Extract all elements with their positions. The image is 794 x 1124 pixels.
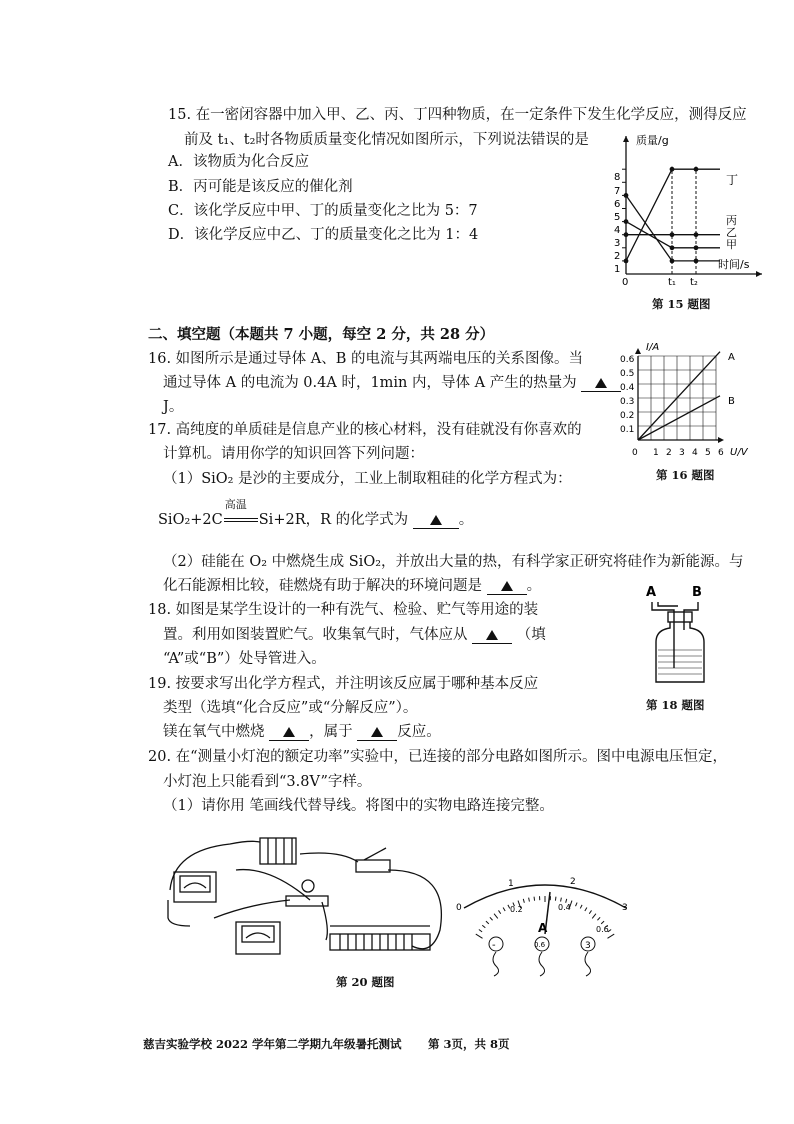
q16-chart-xlabel: U/V: [730, 447, 748, 458]
q16-line1: 16. 如图所示是通过导体 A、B 的电流与其两端电压的关系图像。当: [148, 351, 584, 367]
q17-equation: [158, 498, 474, 529]
q16-chart-xtick-0: 0: [632, 448, 638, 458]
q15-point-丙-0: [624, 232, 629, 237]
q20-dial-bottom-0.6: 0.6: [596, 925, 609, 934]
q15-option-b: B．丙可能是该反应的催化剂: [168, 179, 353, 195]
q15-point-丁-0: [624, 259, 629, 264]
q17-sub2b-end: 。: [526, 578, 542, 594]
q17-line1: 17. 高纯度的单质硅是信息产业的核心材料，没有硅就没有你喜欢的: [148, 422, 582, 438]
q16-chart-xtick-3: 3: [679, 448, 685, 458]
q16-chart-ytick-0.2: 0.2: [620, 411, 635, 421]
q19-answer-blank-2[interactable]: [357, 724, 397, 741]
q15-stem-line2: 前及 t₁、t₂时各物质质量变化情况如图所示，下列说法错误的是: [184, 132, 589, 148]
answer-triangle-icon: [430, 515, 442, 525]
q17-sub2b-text: 化石能源相比较，硅燃烧有助于解决的环境问题是: [163, 578, 482, 594]
q17-eq-end: 。: [458, 512, 474, 528]
answer-triangle-icon: [595, 378, 607, 388]
q20-battery: [260, 838, 296, 864]
q20-wire: [300, 853, 358, 862]
q15-point-乙-2: [694, 245, 699, 250]
q20-dial-top-3: 3: [622, 903, 628, 913]
q20-dial-tick: [561, 898, 562, 902]
q16-line2: [163, 371, 621, 392]
q16-chart-ylabel: I/A: [646, 342, 660, 353]
q20-lead-wire: [493, 952, 499, 976]
q20-line2: 小灯泡上只能看到“3.8V”字样。: [163, 774, 372, 790]
q18-line2-text: 置。利用如图装置贮气。收集氧气时，气体应从: [163, 627, 468, 643]
q18-line2: [163, 623, 546, 644]
q20-ammeter-dial: [450, 868, 640, 978]
q20-sub1: （1）请你用 笔画线代替导线。将图中的实物电路连接完整。: [163, 798, 554, 814]
q15-chart-ytick-5: 5: [614, 212, 621, 223]
q15-chart-xlabel: 时间/s: [718, 258, 750, 271]
q20-dial-tick: [479, 930, 482, 932]
q17-answer-blank-1[interactable]: [413, 512, 459, 529]
q15-chart-ytick-7: 7: [614, 186, 621, 197]
q20-dial-tick: [482, 925, 485, 928]
q20-caption: 第 20 题图: [336, 975, 395, 989]
q20-dial-top-2: 2: [570, 877, 576, 887]
q18-line2-tail: （填: [516, 627, 546, 643]
q20-dial-bottom-0.4: 0.4: [558, 903, 571, 912]
q20-dial-tick: [503, 908, 505, 911]
q15-chart-axes: [623, 136, 762, 277]
q20-dial-unit: A: [538, 921, 548, 935]
q16-y-arrow: [635, 348, 641, 354]
q15-point-丙-2: [694, 232, 699, 237]
q20-wire: [214, 900, 290, 918]
q15-chart-xtick-t1: t₁: [668, 277, 676, 288]
q20-lead-wire: [539, 952, 545, 976]
q15-chart-ytick-2: 2: [614, 251, 621, 262]
q15-chart-label-jia: 甲: [726, 238, 737, 251]
q19-line3: [163, 720, 441, 741]
q16-chart-ytick-0.4: 0.4: [620, 383, 635, 393]
q17-sub1: （1）SiO₂ 是沙的主要成分，工业上制取粗硅的化学方程式为：: [163, 471, 572, 487]
q20-dial-tick: [576, 903, 578, 907]
q15-series-line-甲: [626, 195, 720, 261]
q16-chart-ytick-0.1: 0.1: [620, 425, 635, 435]
q19-line1: 19. 按要求写出化学方程式，并注明该反应属于哪种基本反应: [148, 676, 539, 692]
q17-sub2b: [163, 574, 541, 595]
q17-line2: 计算机。请用你学的知识回答下列问题：: [163, 446, 424, 462]
q20-dial-tick: [589, 910, 591, 913]
q17-eq-left: SiO₂+2C: [158, 512, 223, 528]
q18-line1: 18. 如图是某学生设计的一种有洗气、检验、贮气等用途的装: [148, 602, 539, 618]
q16-chart-label-a: A: [728, 352, 735, 363]
answer-triangle-icon: [501, 581, 513, 591]
q15-chart-ytick-8: 8: [614, 172, 621, 183]
q20-dial-tick: [523, 899, 524, 903]
q18-tube-a-inner: [658, 602, 678, 606]
q20-rheostat: [330, 926, 430, 950]
q15-point-丁-2: [694, 167, 699, 172]
q15-point-甲-1: [670, 259, 675, 264]
q20-dial-tick: [601, 921, 604, 924]
q15-option-c: C．该化学反应中甲、丁的质量变化之比为 5：7: [168, 203, 478, 219]
q20-dial-tick: [580, 905, 582, 909]
q20-ammeter: [174, 872, 216, 902]
q20-switch: [356, 848, 390, 872]
q18-stopper: [668, 612, 692, 622]
q15-chart-xtick-0: 0: [622, 277, 629, 288]
q20-lead-wire: [585, 952, 591, 976]
q19-line2: 类型（选填“化合反应”或“分解反应”）。: [163, 700, 418, 716]
q15-point-甲-2: [694, 259, 699, 264]
q15-option-a: A．该物质为化合反应: [168, 154, 309, 170]
section-2-title: 二、填空题（本题共 7 小题，每空 2 分，共 28 分）: [148, 326, 495, 343]
q16-chart-ytick-0.6: 0.6: [620, 355, 635, 365]
answer-triangle-icon: [486, 630, 498, 640]
q17-eq-arrow: [223, 498, 259, 528]
q15-chart-label-yi: 乙: [726, 226, 737, 239]
q20-dial-tick: [597, 917, 600, 920]
q15-chart-ytick-4: 4: [614, 225, 621, 236]
q20-line1: 20. 在“测量小灯泡的额定功率”实验中，已连接的部分电路如图所示。图中电源电压恒定，: [148, 749, 727, 765]
answer-triangle-icon: [283, 727, 295, 737]
q20-terminal-3-label: 3: [585, 941, 591, 951]
q20-dial-tick: [498, 910, 500, 913]
q20-circuit-diagram: [150, 830, 450, 970]
q19-answer-blank-1[interactable]: [269, 724, 309, 741]
q20-dial-tick: [534, 897, 535, 901]
q20-dial-tick: [486, 921, 489, 924]
q15-option-d: D．该化学反应中乙、丁的质量变化之比为 1：4: [168, 227, 479, 243]
q16-chart-xtick-5: 5: [705, 448, 711, 458]
q20-voltmeter: [236, 922, 280, 954]
q15-chart-ytick-1: 1: [614, 264, 621, 275]
q15-caption: 第 15 题图: [652, 297, 711, 311]
q18-gas-bottle-diagram: [632, 582, 742, 692]
q17-sub2a: （2）硅能在 O₂ 中燃烧生成 SiO₂，并放出大量的热，有科学家正研究将硅作为新能源。与: [163, 554, 744, 570]
q20-dial-bottom-0.2: 0.2: [510, 905, 523, 914]
q15-point-乙-0: [624, 219, 629, 224]
q15-point-乙-1: [670, 245, 675, 250]
q16-series-line-A: [638, 352, 720, 440]
q18-label-a: A: [646, 585, 657, 600]
q16-chart-xtick-6: 6: [718, 448, 724, 458]
q20-dial-tick: [490, 917, 493, 920]
q15-chart-label-ding: 丁: [726, 173, 739, 187]
answer-triangle-icon: [371, 727, 383, 737]
q20-dial-tick: [476, 934, 483, 938]
q19-line3-c: 反应。: [397, 724, 441, 740]
q15-stem-line1: 15. 在一密闭容器中加入甲、乙、丙、丁四种物质，在一定条件下发生化学反应，测得反应: [168, 107, 747, 123]
q17-eq-condition: 高温: [224, 498, 247, 511]
q16-line3: J。: [163, 399, 184, 415]
q18-line3: “A”或“B”）处导管进入。: [163, 651, 326, 667]
q16-series-line-B: [638, 396, 720, 440]
q20-wire: [168, 900, 190, 926]
q15-chart-label-bing: 丙: [726, 214, 737, 227]
q20-dial-top-1: 1: [508, 879, 514, 889]
q20-dial-tick: [592, 914, 596, 919]
q18-answer-blank[interactable]: [472, 627, 512, 644]
q20-wire: [322, 902, 327, 940]
q15-point-丁-1: [670, 167, 675, 172]
q19-line3-a: 镁在氧气中燃烧: [163, 724, 265, 740]
q15-point-甲-0: [624, 193, 629, 198]
q16-chart-xtick-4: 4: [692, 448, 698, 458]
q16-chart: [612, 340, 758, 458]
q20-dial-tick: [607, 934, 614, 938]
q18-label-b: B: [692, 585, 702, 600]
footer-page: 第 3页，共 8页: [428, 1037, 510, 1051]
q15-chart: [600, 128, 770, 288]
q17-eq-right: Si+2R，R 的化学式为: [258, 512, 409, 528]
q20-terminal-06-label: 0.6: [534, 941, 546, 949]
q15-chart-ytick-3: 3: [614, 238, 621, 249]
q17-answer-blank-2[interactable]: [487, 578, 527, 595]
q20-dial-tick: [494, 914, 498, 919]
q18-bottle: [656, 622, 704, 682]
q20-dial-tick: [585, 908, 587, 911]
q16-chart-xtick-1: 1: [653, 448, 659, 458]
q19-line3-b: ，属于: [309, 724, 353, 740]
q16-chart-label-b: B: [728, 396, 735, 407]
q16-caption: 第 16 题图: [656, 468, 715, 482]
q15-chart-ylabel: 质量/g: [636, 134, 669, 147]
q20-terminal-neg-label: -: [492, 940, 496, 951]
q16-chart-xtick-2: 2: [666, 448, 672, 458]
q15-point-丙-1: [670, 232, 675, 237]
q16-chart-ytick-0.5: 0.5: [620, 369, 635, 379]
q20-dial-tick: [555, 897, 556, 901]
q16-chart-ytick-0.3: 0.3: [620, 397, 635, 407]
q18-caption: 第 18 题图: [646, 698, 705, 712]
q20-dial-top-0: 0: [456, 903, 462, 913]
footer-school: 慈吉实验学校 2022 学年第二学期九年级暑托测试: [143, 1037, 402, 1051]
q20-dial-tick: [529, 898, 530, 902]
q18-tube-b: [684, 602, 698, 630]
q16-line2-text: 通过导体 A 的电流为 0.4A 时，1min 内，导体 A 产生的热量为: [163, 375, 577, 391]
q15-chart-xtick-t2: t₂: [690, 277, 698, 288]
q15-chart-ytick-6: 6: [614, 199, 621, 210]
q20-wire: [170, 841, 260, 890]
